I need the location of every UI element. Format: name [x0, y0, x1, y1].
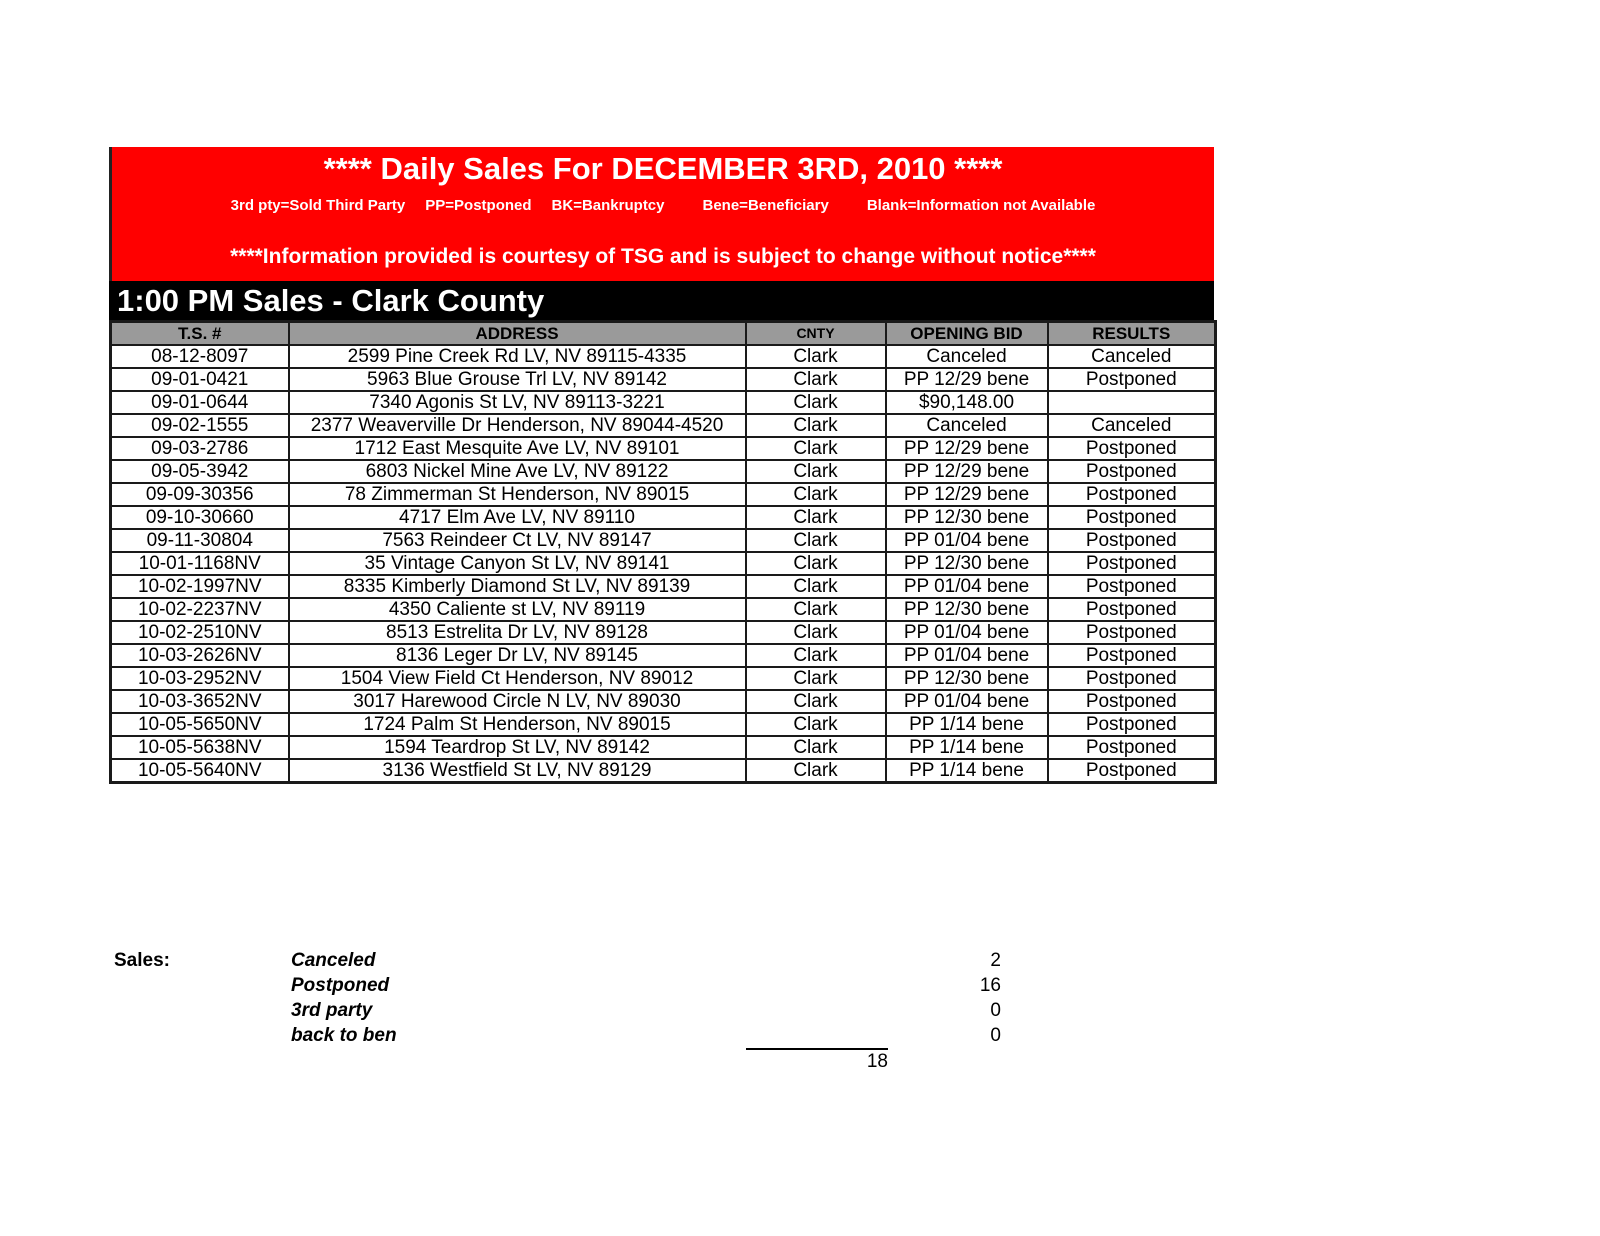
table-row: [111, 437, 1216, 460]
table-row: [111, 759, 1216, 783]
summary-row-back-to-ben: [291, 1025, 1001, 1050]
cell-results: Canceled: [1048, 345, 1216, 368]
cell-address: 7340 Agonis St LV, NV 89113-3221: [289, 391, 746, 414]
cell-county: Clark: [746, 483, 886, 506]
cell-address: 78 Zimmerman St Henderson, NV 89015: [289, 483, 746, 506]
summary-item-value: 16: [979, 975, 1001, 996]
legend-item-pp: PP=Postponed: [425, 197, 532, 214]
report-banner: [109, 147, 1214, 281]
cell-opening-bid: PP 12/29 bene: [886, 437, 1048, 460]
cell-county: Clark: [746, 736, 886, 759]
cell-address: 8513 Estrelita Dr LV, NV 89128: [289, 621, 746, 644]
cell-results: Postponed: [1048, 368, 1216, 391]
cell-results: Postponed: [1048, 759, 1216, 783]
cell-county: Clark: [746, 552, 886, 575]
cell-ts-number: 09-09-30356: [111, 483, 289, 506]
cell-address: 8136 Leger Dr LV, NV 89145: [289, 644, 746, 667]
cell-address: 4717 Elm Ave LV, NV 89110: [289, 506, 746, 529]
cell-ts-number: 08-12-8097: [111, 345, 289, 368]
cell-address: 5963 Blue Grouse Trl LV, NV 89142: [289, 368, 746, 391]
cell-address: 2377 Weaverville Dr Henderson, NV 89044-4520: [289, 414, 746, 437]
cell-opening-bid: PP 12/30 bene: [886, 667, 1048, 690]
summary-total-rule: [746, 1048, 888, 1050]
cell-opening-bid: PP 12/29 bene: [886, 483, 1048, 506]
cell-ts-number: 09-01-0644: [111, 391, 289, 414]
cell-results: Postponed: [1048, 690, 1216, 713]
cell-county: Clark: [746, 759, 886, 783]
cell-opening-bid: PP 1/14 bene: [886, 759, 1048, 783]
cell-ts-number: 09-03-2786: [111, 437, 289, 460]
cell-ts-number: 10-01-1168NV: [111, 552, 289, 575]
cell-opening-bid: PP 01/04 bene: [886, 621, 1048, 644]
cell-county: Clark: [746, 667, 886, 690]
cell-county: Clark: [746, 621, 886, 644]
cell-results: Postponed: [1048, 483, 1216, 506]
table-row: [111, 575, 1216, 598]
cell-opening-bid: $90,148.00: [886, 391, 1048, 414]
summary-item-value: 0: [990, 1000, 1001, 1021]
table-body: [111, 345, 1216, 783]
table-header-row: [111, 322, 1216, 346]
cell-opening-bid: PP 12/30 bene: [886, 598, 1048, 621]
cell-opening-bid: PP 01/04 bene: [886, 644, 1048, 667]
cell-ts-number: 10-05-5638NV: [111, 736, 289, 759]
legend-item-3rd-pty: 3rd pty=Sold Third Party: [230, 197, 406, 214]
column-header-address: ADDRESS: [289, 322, 746, 346]
column-header-county: CNTY: [746, 322, 886, 346]
table-row: [111, 506, 1216, 529]
cell-results: Postponed: [1048, 621, 1216, 644]
table-row: [111, 667, 1216, 690]
cell-results: Postponed: [1048, 529, 1216, 552]
cell-opening-bid: PP 12/30 bene: [886, 506, 1048, 529]
cell-results: Postponed: [1048, 713, 1216, 736]
cell-results: Postponed: [1048, 437, 1216, 460]
table-row: [111, 713, 1216, 736]
disclaimer-notice: ****Information provided is courtesy of TSG and is subject to change without notice****: [230, 245, 1096, 268]
cell-county: Clark: [746, 460, 886, 483]
cell-county: Clark: [746, 529, 886, 552]
cell-results: Postponed: [1048, 598, 1216, 621]
cell-results: Postponed: [1048, 644, 1216, 667]
column-header-ts: T.S. #: [111, 322, 289, 346]
cell-county: Clark: [746, 598, 886, 621]
cell-address: 2599 Pine Creek Rd LV, NV 89115-4335: [289, 345, 746, 368]
cell-county: Clark: [746, 575, 886, 598]
table-row: [111, 345, 1216, 368]
cell-results: Postponed: [1048, 506, 1216, 529]
cell-address: 4350 Caliente st LV, NV 89119: [289, 598, 746, 621]
cell-county: Clark: [746, 368, 886, 391]
summary-item-value: 0: [990, 1025, 1001, 1046]
cell-ts-number: 09-05-3942: [111, 460, 289, 483]
table-row: [111, 391, 1216, 414]
cell-opening-bid: PP 1/14 bene: [886, 736, 1048, 759]
legend-item-bene: Bene=Beneficiary: [702, 197, 829, 214]
cell-address: 6803 Nickel Mine Ave LV, NV 89122: [289, 460, 746, 483]
cell-ts-number: 09-10-30660: [111, 506, 289, 529]
table-row: [111, 598, 1216, 621]
table-row: [111, 368, 1216, 391]
cell-results: Postponed: [1048, 667, 1216, 690]
cell-opening-bid: PP 12/29 bene: [886, 368, 1048, 391]
sales-table: [109, 320, 1217, 784]
cell-ts-number: 10-03-2952NV: [111, 667, 289, 690]
summary-item-label: 3rd party: [291, 1000, 373, 1021]
cell-opening-bid: PP 01/04 bene: [886, 575, 1048, 598]
cell-opening-bid: PP 12/29 bene: [886, 460, 1048, 483]
cell-address: 7563 Reindeer Ct LV, NV 89147: [289, 529, 746, 552]
cell-results: Canceled: [1048, 414, 1216, 437]
cell-county: Clark: [746, 690, 886, 713]
cell-address: 1724 Palm St Henderson, NV 89015: [289, 713, 746, 736]
table-row: [111, 483, 1216, 506]
cell-opening-bid: PP 1/14 bene: [886, 713, 1048, 736]
cell-opening-bid: PP 01/04 bene: [886, 690, 1048, 713]
cell-county: Clark: [746, 345, 886, 368]
cell-ts-number: 10-02-2237NV: [111, 598, 289, 621]
cell-address: 3136 Westfield St LV, NV 89129: [289, 759, 746, 783]
cell-opening-bid: Canceled: [886, 345, 1048, 368]
cell-ts-number: 09-01-0421: [111, 368, 289, 391]
cell-ts-number: 10-03-3652NV: [111, 690, 289, 713]
cell-address: 1712 East Mesquite Ave LV, NV 89101: [289, 437, 746, 460]
cell-ts-number: 10-02-1997NV: [111, 575, 289, 598]
summary-row-canceled: [291, 950, 1001, 975]
summary-item-label: Canceled: [291, 950, 376, 971]
cell-ts-number: 10-02-2510NV: [111, 621, 289, 644]
table-row: [111, 552, 1216, 575]
cell-county: Clark: [746, 506, 886, 529]
abbreviation-legend: [112, 197, 1214, 214]
cell-ts-number: 10-03-2626NV: [111, 644, 289, 667]
cell-ts-number: 09-02-1555: [111, 414, 289, 437]
summary-item-label: back to ben: [291, 1025, 397, 1046]
cell-address: 35 Vintage Canyon St LV, NV 89141: [289, 552, 746, 575]
cell-results: Postponed: [1048, 736, 1216, 759]
cell-address: 8335 Kimberly Diamond St LV, NV 89139: [289, 575, 746, 598]
summary-total: 18: [866, 1051, 888, 1072]
summary-item-label: Postponed: [291, 975, 390, 996]
table-row: [111, 621, 1216, 644]
cell-county: Clark: [746, 713, 886, 736]
cell-ts-number: 09-11-30804: [111, 529, 289, 552]
summary-row-postponed: [291, 975, 1001, 1000]
cell-address: 1504 View Field Ct Henderson, NV 89012: [289, 667, 746, 690]
cell-opening-bid: PP 12/30 bene: [886, 552, 1048, 575]
cell-opening-bid: PP 01/04 bene: [886, 529, 1048, 552]
report-title: **** Daily Sales For DECEMBER 3RD, 2010 ****: [323, 151, 1003, 186]
cell-results: [1048, 391, 1216, 414]
table-row: [111, 644, 1216, 667]
table-row: [111, 414, 1216, 437]
cell-opening-bid: Canceled: [886, 414, 1048, 437]
legend-item-bk: BK=Bankruptcy: [551, 197, 665, 214]
cell-results: Postponed: [1048, 575, 1216, 598]
cell-county: Clark: [746, 414, 886, 437]
cell-county: Clark: [746, 437, 886, 460]
sales-summary: [114, 950, 1001, 1075]
column-header-results: RESULTS: [1048, 322, 1216, 346]
cell-ts-number: 10-05-5640NV: [111, 759, 289, 783]
summary-row-3rd-party: [291, 1000, 1001, 1025]
table-row: [111, 690, 1216, 713]
cell-ts-number: 10-05-5650NV: [111, 713, 289, 736]
column-header-opening-bid: OPENING BID: [886, 322, 1048, 346]
cell-county: Clark: [746, 644, 886, 667]
table-row: [111, 460, 1216, 483]
cell-results: Postponed: [1048, 552, 1216, 575]
cell-county: Clark: [746, 391, 886, 414]
table-row: [111, 736, 1216, 759]
summary-item-value: 2: [990, 950, 1001, 971]
table-row: [111, 529, 1216, 552]
summary-label: Sales:: [114, 950, 170, 971]
section-title: 1:00 PM Sales - Clark County: [109, 281, 1214, 320]
cell-address: 3017 Harewood Circle N LV, NV 89030: [289, 690, 746, 713]
legend-item-blank: Blank=Information not Available: [866, 197, 1096, 214]
cell-address: 1594 Teardrop St LV, NV 89142: [289, 736, 746, 759]
cell-results: Postponed: [1048, 460, 1216, 483]
